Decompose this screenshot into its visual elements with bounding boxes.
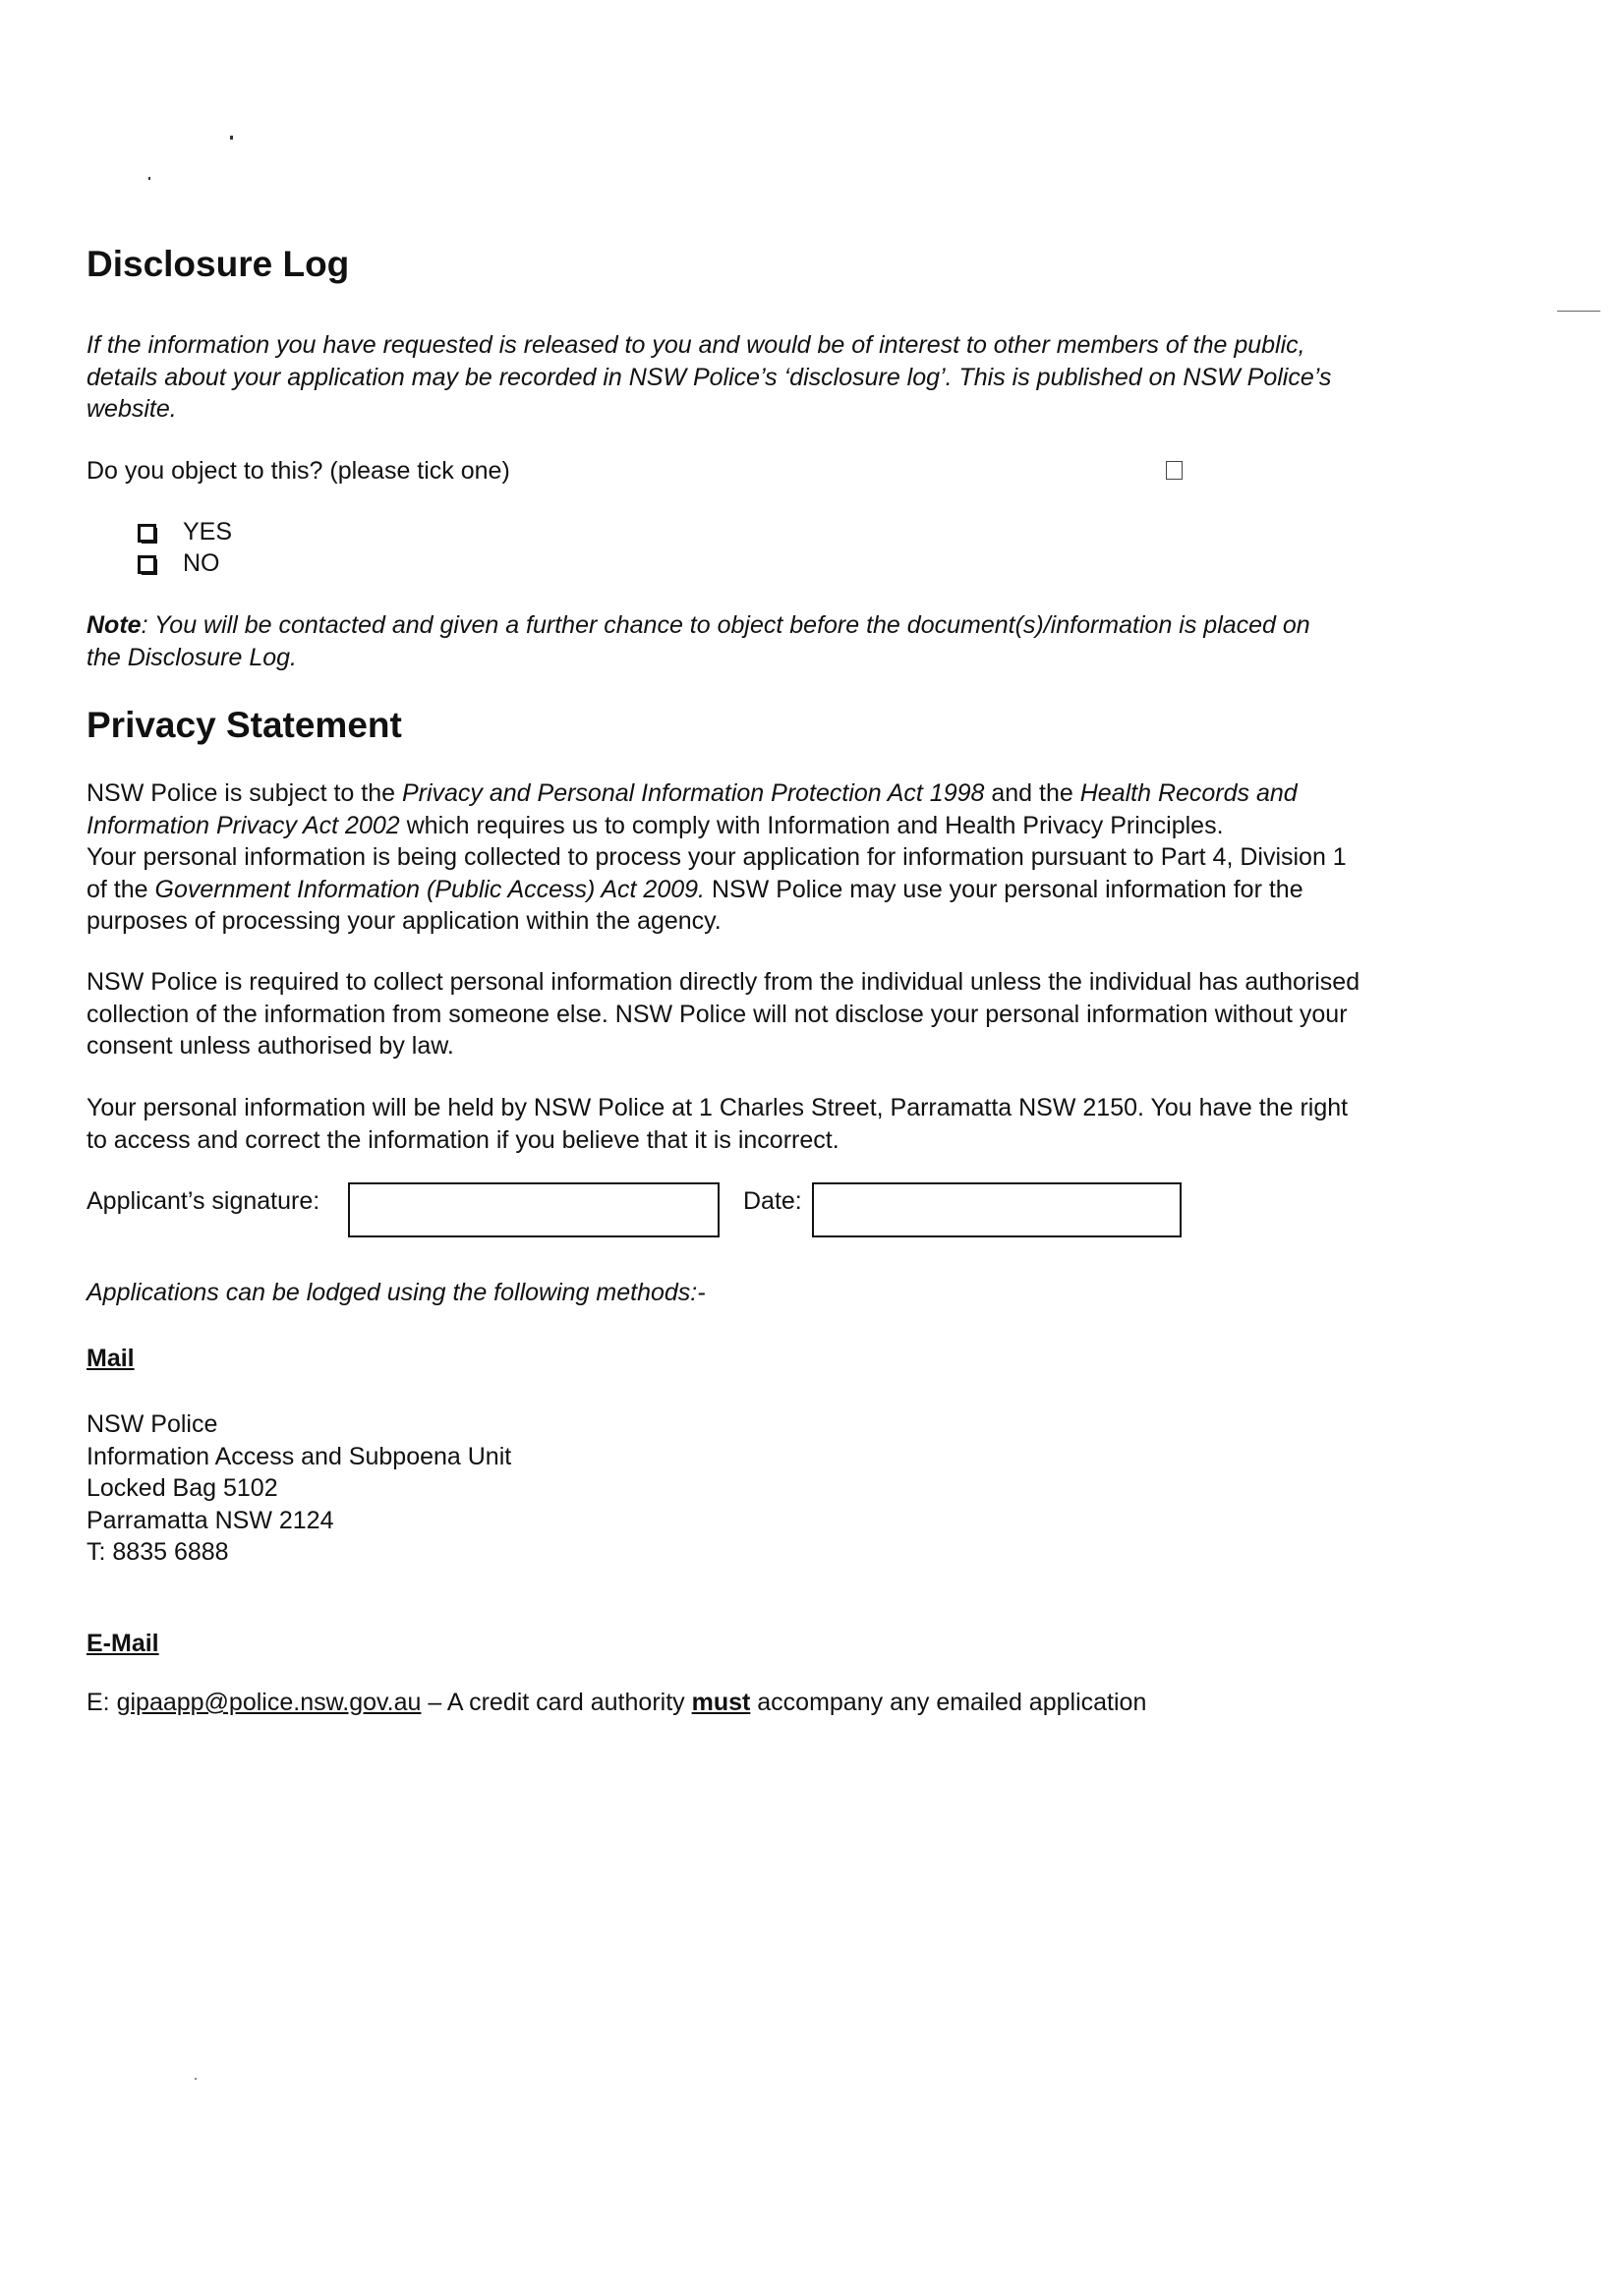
email-text: accompany any emailed application — [750, 1689, 1147, 1716]
note-text: : You will be contacted and given a further chance to object before the document(s)/information is placed on — [141, 611, 1310, 639]
privacy-text: NSW Police is subject to the — [87, 779, 402, 807]
act-name: Information Privacy Act 2002 — [87, 811, 400, 839]
scan-speck — [195, 2078, 197, 2080]
object-question: Do you object to this? (please tick one) — [87, 457, 510, 485]
mail-address-line: Information Access and Subpoena Unit — [87, 1442, 512, 1470]
disclosure-intro-line: If the information you have requested is released to you and would be of interest to other members of the public, — [87, 331, 1305, 359]
email-line — [87, 1687, 1146, 1719]
scan-speck — [230, 136, 233, 140]
privacy-text: NSW Police is required to collect personal information directly from the individual unless the individual has authorised — [87, 968, 1360, 996]
privacy-paragraph-1 — [87, 777, 1347, 938]
mail-address-line: NSW Police — [87, 1410, 218, 1438]
yes-option-label: YES — [183, 518, 233, 545]
disclosure-log-heading: Disclosure Log — [87, 244, 350, 284]
disclosure-intro-line: website. — [87, 395, 177, 423]
note-label: Note — [87, 611, 142, 639]
mail-address-line: Locked Bag 5102 — [87, 1474, 278, 1502]
email-link[interactable]: gipaapp@police.nsw.gov.au — [116, 1689, 422, 1716]
privacy-text: consent unless authorised by law. — [87, 1032, 454, 1060]
email-heading: E-Mail — [87, 1630, 159, 1657]
privacy-text: collection of the information from someone else. NSW Police will not disclose your personal information without your — [87, 1000, 1348, 1028]
privacy-text: purposes of processing your application within the agency. — [87, 907, 722, 935]
mail-address-line: Parramatta NSW 2124 — [87, 1506, 334, 1534]
email-prefix: E: — [87, 1689, 117, 1716]
lodge-methods-intro: Applications can be lodged using the following methods:- — [87, 1279, 706, 1306]
scan-speck — [148, 177, 150, 180]
disclosure-intro-line: details about your application may be recorded in NSW Police’s ‘disclosure log’. This is published on NSW Police’s — [87, 363, 1332, 391]
no-checkbox[interactable] — [138, 555, 156, 574]
act-name: Privacy and Personal Information Protection Act 1998 — [401, 779, 985, 807]
privacy-text: of the — [87, 875, 155, 903]
disclosure-intro — [87, 329, 1331, 426]
signature-label: Applicant’s signature: — [87, 1187, 320, 1215]
scan-dash — [1557, 311, 1600, 312]
no-option-label: NO — [183, 549, 220, 577]
date-field[interactable] — [812, 1182, 1182, 1237]
privacy-text: Your personal information will be held by NSW Police at 1 Charles Street, Parramatta NSW 2150. You have the right — [87, 1094, 1349, 1121]
mail-phone: T: 8835 6888 — [87, 1538, 229, 1566]
privacy-statement-heading: Privacy Statement — [87, 705, 402, 745]
yes-checkbox[interactable] — [138, 524, 156, 543]
disclosure-note — [87, 609, 1310, 673]
date-label: Date: — [743, 1187, 802, 1215]
privacy-paragraph-3 — [87, 1092, 1348, 1156]
privacy-paragraph-2 — [87, 966, 1360, 1062]
signature-field[interactable] — [348, 1182, 720, 1237]
privacy-text: NSW Police may use your personal information for the — [705, 875, 1303, 903]
privacy-text: to access and correct the information if you believe that it is incorrect. — [87, 1125, 839, 1154]
privacy-text: which requires us to comply with Information and Health Privacy Principles. — [399, 811, 1224, 839]
mail-heading: Mail — [87, 1345, 135, 1372]
privacy-text: Your personal information is being collected to process your application for information pursuant to Part 4, Division 1 — [87, 843, 1347, 871]
stray-checkbox[interactable] — [1166, 461, 1183, 480]
privacy-text: and the — [984, 779, 1080, 807]
note-text: the Disclosure Log. — [87, 643, 298, 671]
act-name: Government Information (Public Access) Act 2009. — [154, 875, 705, 903]
act-name: Health Records and — [1079, 779, 1298, 807]
email-text: – A credit card authority — [421, 1689, 692, 1716]
mail-address — [87, 1408, 511, 1569]
must-emphasis: must — [691, 1689, 751, 1716]
